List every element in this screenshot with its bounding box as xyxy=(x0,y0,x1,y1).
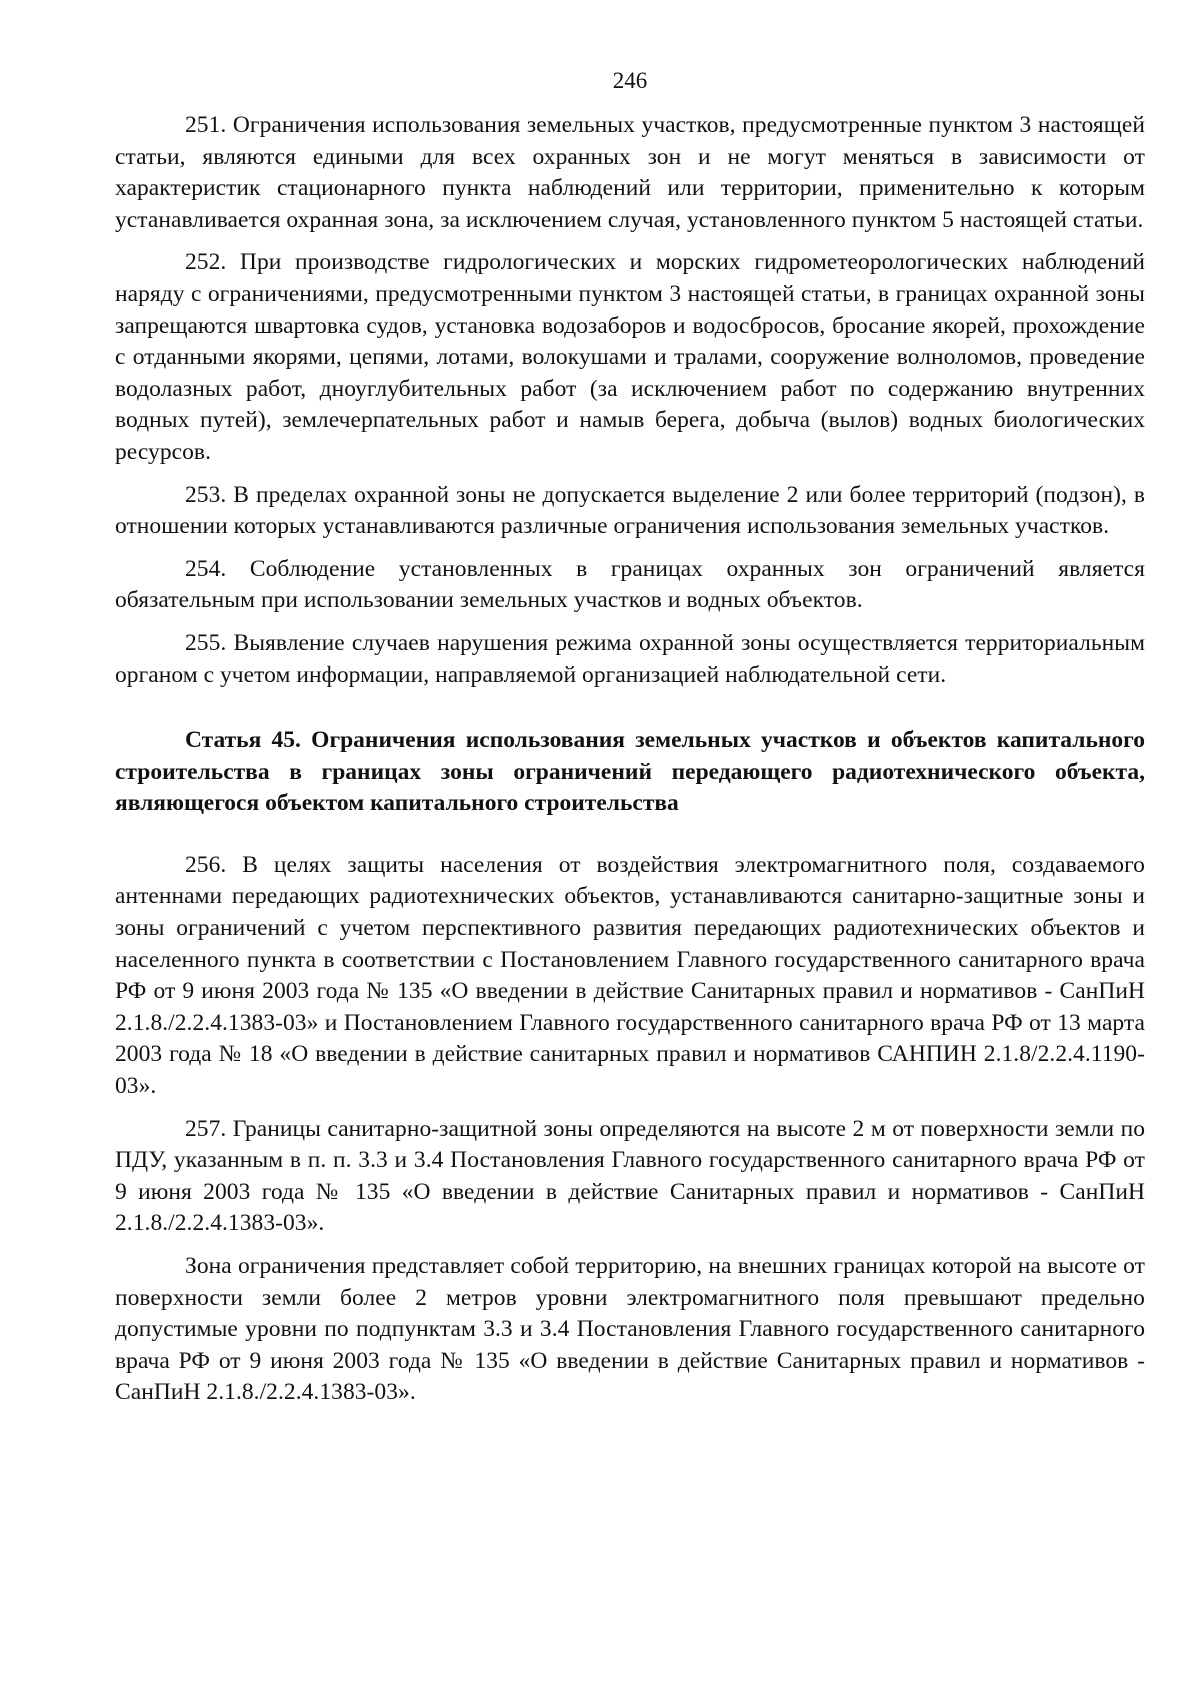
paragraph-restriction-zone: Зона ограничения представляет собой территорию, на внешних границах которой на высоте от поверхности земли более 2 метров уровни электромагнитного поля превышают предельно допустимые уровни по подпунктам 3.3 и 3.4 Постановления Главного государственного санитарного врача РФ от 9 июня 2003 года № 135 «О введении в действие Санитарных правил и нормативов - СанПиН 2.1.8./2.2.4.1383-03». xyxy=(115,1253,1145,1406)
paragraph-254: 254. Соблюдение установленных в границах охранных зон ограничений является обязательным при использовании земельных участков и водных объектов. xyxy=(115,555,1145,614)
paragraph-253: 253. В пределах охранной зоны не допускается выделение 2 или более территорий (подзон), в отношении которых устанавливаются различные ограничения использования земельных участков. xyxy=(115,481,1145,540)
paragraph-256: 256. В целях защиты населения от воздействия электромагнитного поля, создаваемого антеннами передающих радиотехнических объектов, устанавливаются санитарно-защитные зоны и зоны ограничений с учетом перспективного развития передающих радиотехнических объектов и населенного пункта в соответствии с Постановлением Главного государственного санитарного врача РФ от 9 июня 2003 года № 135 «О введении в действие Санитарных правил и нормативов - СанПиН 2.1.8./2.2.4.1383-03» и Постановлением Главного государственного санитарного врача РФ от 13 марта 2003 года № 18 «О введении в действие санитарных правил и нормативов САНПИН 2.1.8/2.2.4.1190-03». xyxy=(115,851,1145,1100)
paragraph-257: 257. Границы санитарно-защитной зоны определяются на высоте 2 м от поверхности земли по ПДУ, указанным в п. п. 3.3 и 3.4 Постановления Главного государственного санитарного врача РФ от 9 июня 2003 года № 135 «О введении в действие Санитарных правил и нормативов - СанПиН 2.1.8./2.2.4.1383-03». xyxy=(115,1115,1145,1237)
article-heading: Статья 45. Ограничения использования земельных участков и объектов капитального строительства в границах зоны ограничений передающего радиотехнического объекта, являющегося объектом капитального строительства xyxy=(115,727,1145,817)
document-page xyxy=(115,66,1145,1420)
paragraph-255: 255. Выявление случаев нарушения режима охранной зоны осуществляется территориальным органом с учетом информации, направляемой организацией наблюдательной сети. xyxy=(115,629,1145,688)
paragraph-251: 251. Ограничения использования земельных участков, предусмотренные пунктом 3 настоящей статьи, являются едиными для всех охранных зон и не могут меняться в зависимости от характеристик стационарного пункта наблюдений или территории, применительно к которым устанавливается охранная зона, за исключением случая, установленного пунктом 5 настоящей статьи. xyxy=(115,112,1145,233)
page-number: 246 xyxy=(612,68,648,93)
paragraph-252: 252. При производстве гидрологических и морских гидрометеорологических наблюдений наряду с ограничениями, предусмотренными пунктом 3 настоящей статьи, в границах охранной зоны запрещаются швартовка судов, установка водозаборов и водосбросов, бросание якорей, прохождение с отданными якорями, цепями, лотами, волокушами и тралами, сооружение волноломов, проведение водолазных работ, дноуглубительных работ (за исключением работ по содержанию внутренних водных путей), землечерпательных работ и намыв берега, добыча (вылов) водных биологических ресурсов. xyxy=(115,249,1145,465)
